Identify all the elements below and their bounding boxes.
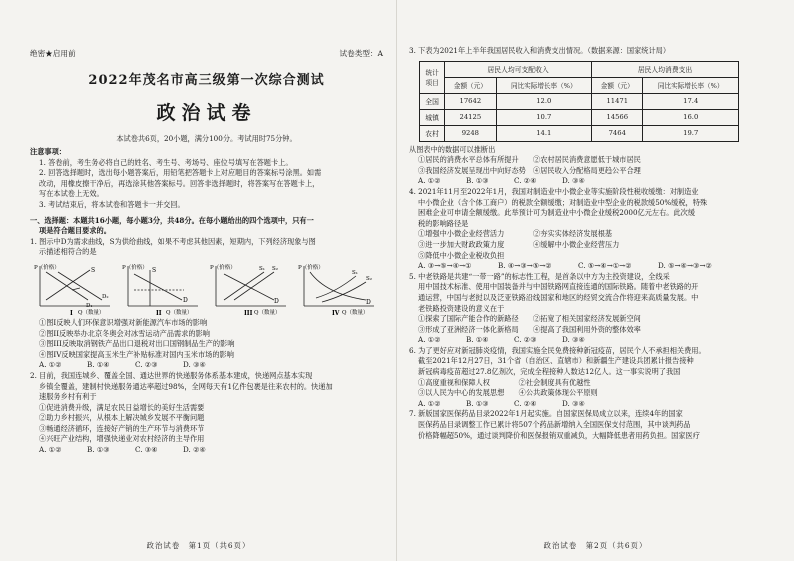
table-cell: 16.0 [643,109,739,125]
section-title: 一、选择题：本题共16小题，每小题3分，共48分。在每小题给出的四个选项中，只有一 [30,215,314,225]
choice-b: B. ①③ [466,398,489,408]
question-2-stem-cont: 速服务乡村有利于 [39,392,97,402]
choice-b: B. ④→③→⑤→② [498,261,552,271]
axis-p-label: P（价格） [34,264,60,271]
figure-4 [296,260,378,316]
header-line [30,48,383,59]
table-cell: 7464 [592,125,643,141]
question-2-stem: 2. 目前，我国连城乡、覆盖全国、通达世界的快递服务体系基本建成，快递网点基本实现 [30,370,313,380]
question-5-stem-cont: 用中国技术标准、使用中国装备并与中国铁路网直接连通的国际铁路。随着中老铁路的开 [418,282,699,292]
income-spending-table [419,61,739,142]
answer-choices [409,176,768,187]
curve-label: D [183,296,188,304]
notice-line: 3. 考试结束后，将本试卷和答题卡一并交回。 [39,199,185,209]
option-statement: ③我国经济发展呈现出中向好态势 ④居民收入分配格局更趋公平合理 [418,165,641,175]
paper-type-label: 试卷类型：A [339,49,383,58]
notice-line: 写在本试卷上无效。 [39,189,104,199]
choice-c: C. ②③ [135,360,158,370]
question-7-stem-cont: 价格降幅超50%，通过谈判降价和医保报销双重减负，大幅降低患者用药负担。国家医疗 [418,430,700,440]
option-statement: ②图II反映举办北京冬奥会对冰雪运动产品需求的影响 [39,328,210,338]
choice-d: D. ③④ [562,176,585,186]
table-row [420,93,739,109]
answer-choices [30,360,383,371]
spending-group-header: 居民人均消费支出 [592,61,739,77]
question-5-stem-cont: 老铁路投资建设的意义在于 [418,303,505,313]
question-2-stem-cont: 乡镇全覆盖，建制村快递服务通达率超过98%，全网每天有1亿件包裹是往来农村的。快递加 [39,381,333,391]
option-statement: ③进一步加大财政政策力度 ④缓解中小微企业经营压力 [418,239,620,249]
figure-2 [120,260,202,316]
axis-q-label: Q（数量） [254,309,281,316]
axis-q-label: Q（数量） [342,309,369,316]
row-label: 城镇 [420,109,445,125]
page-two [397,0,794,561]
column-header: 金额（元） [592,77,643,93]
choice-d: D. ⑤→④→③→② [658,261,712,271]
income-group-header: 居民人均可支配收入 [445,61,592,77]
option-statement: ⑤降低中小微企业税收负担 [418,250,505,260]
option-statement: ④兴旺产业结构，增强快递业对农村经济的主导作用 [39,434,205,444]
question-4-stem-cont: 中小微企业（含个体工商户）的税款全额缓缴；对制造业中型企业的税款缓50%缓税，特殊 [418,197,708,207]
subject-title: 政治试卷 [156,102,257,124]
option-statement: ①居民的消费水平总体有所提升 ②农村居民消费意愿低于城市居民 [418,155,641,165]
curve-label: S₂ [272,265,278,272]
table-cell: 17.4 [643,93,739,109]
option-statement: ③畅通经济循环，连接好产销的生产环节与消费环节 [39,423,205,433]
curve-label: S [91,266,96,274]
choice-c: C. ②④ [514,398,537,408]
table-cell: 12.0 [496,93,592,109]
question-3-prompt: 从图表中的数据可以推断出 [409,144,496,154]
choice-d: D. ③④ [562,398,585,408]
choice-d: D. ②④ [183,445,206,455]
option-statement: ③以人民为中心的发展思想 ④公共政策体现公平原则 [418,388,598,398]
column-header: 同比实际增长率（%） [496,77,592,93]
question-6-stem-cont: 新冠病毒疫苗超过27.8亿剂次，完成全程接种人数达12亿人。这一事实说明了我国 [418,367,681,377]
question-5-stem-cont: 通运营，中国与老挝以及泛亚铁路沿线国家和地区的经贸交流合作将迎来高质量发展。中 [418,292,699,302]
choice-c: C. ③④ [135,445,158,455]
question-1-stem-cont: 示描述相符合的是 [39,247,97,257]
notice-line: 改动，用橡皮擦干净后，再选涂其他答案标号。回答非选择题时，将答案写在答题卡上， [39,178,320,188]
table-cell: 24125 [445,109,496,125]
table-cell: 19.7 [643,125,739,141]
option-statement: ①探索了国际产能合作的新路径 ②拓宽了相关国家经济发展新空间 [418,314,641,324]
figure-1 [32,260,114,316]
axis-p-label: P（价格） [122,264,148,271]
page-footer: 政治试卷 第1页（共6页） [146,541,251,550]
choice-a: A. ①② [39,445,62,455]
choice-c: C. ②④ [514,176,537,186]
option-statement: ①图I反映人们环保意识增强对新能源汽车市场的影响 [39,317,208,327]
figure-label: III [244,309,253,316]
question-5-stem: 5. 中老铁路是共建“一带一路”的标志性工程，是首条以中方为主投资建设，全线采 [409,271,670,281]
option-statement: ①高度重视和保障人权 ②社会制度具有优越性 [418,377,591,387]
supply-demand-figures [32,260,383,316]
figure-label: I [70,309,73,316]
question-4-stem-cont: 困难企业可申请全额缓缴。此举预计可为制造业中小微企业缓税2000亿元左右。此次缓 [418,208,696,218]
answer-choices [409,261,768,272]
table-cell: 14.1 [496,125,592,141]
table-cell: 10.7 [496,109,592,125]
question-7-stem-cont: 医保药品目录调整工作已累计将507个药品新增纳入全国医保支付范围，其中谈判药品 [418,420,691,430]
question-6-stem: 6. 为了更好应对新冠肺炎疫情，我国实施全民免费接种新冠疫苗，居民个人不承担相关费用。 [409,345,706,355]
question-4-stem-cont: 税的影响路径是 [418,218,469,228]
choice-d: D. ③④ [183,360,206,370]
curve-label: S₁ [352,269,358,276]
axis-q-label: Q（数量） [166,309,193,316]
figure-label: II [156,309,162,316]
answer-choices [409,399,768,410]
answer-choices [30,445,383,456]
corner-top: 统计 [425,69,439,78]
corner-bottom: 项目 [425,79,439,88]
curve-label: S [152,266,157,274]
notice-title: 注意事项： [30,147,66,156]
choice-c: C. ②③ [514,335,537,345]
option-statement: ④图IV反映国家提高玉米生产补贴标准对国内玉米市场的影响 [39,349,234,359]
question-4-stem: 4. 2021年11月至2022年1月，我国对制造业中小微企业等实施阶段性税收缓缴：对制造业 [409,186,699,196]
curve-label: S₁ [259,265,265,272]
curve-label: D [366,298,371,306]
notice-line: 2. 回答选择题时，选出每小题答案后，用铅笔把答题卡上对应题目的答案标号涂黑。如需 [39,168,322,178]
option-statement: ②助力乡村振兴，从根本上解决城乡发展不平衡问题 [39,413,205,423]
row-label: 全国 [420,93,445,109]
choice-a: A. ①② [418,176,441,186]
choice-c: C. ⑤→④→①→② [578,261,632,271]
section-title-cont: 项是符合题目要求的。 [39,226,111,236]
choice-a: A. ③→⑤→④→① [418,261,472,271]
choice-a: A. ①② [418,335,441,345]
choice-b: B. ①③ [466,176,489,186]
table-row [420,109,739,125]
axis-p-label: P（价格） [298,264,324,271]
curve-label: D₂ [102,293,109,300]
option-statement: ①增强中小微企业经营活力 ②夯实实体经济发展根基 [418,229,613,239]
answer-choices [409,335,768,346]
table-cell: 9248 [445,125,496,141]
choice-b: B. ①④ [87,360,110,370]
question-7-stem: 7. 新版国家医保药品目录2022年1月起实施。自国家医保局成立以来，连续4年的国家 [409,409,683,419]
column-header: 金额（元） [445,77,496,93]
choice-a: A. ①② [418,398,441,408]
exam-title: 2022年茂名市高三级第一次综合测试 [88,73,325,88]
axis-q-label: Q（数量） [78,309,105,316]
figure-3 [208,260,290,316]
question-6-stem-cont: 截至2021年12月27日，31个省（自治区、直辖市）和新疆生产建设兵团累计报告接种 [418,356,694,366]
question-3-stem: 3. 下表为2021年上半年我国居民收入和消费支出情况。（数据来源：国家统计局） [409,46,671,55]
question-1-stem: 1. 图示中D为需求曲线，S为供给曲线，如果不考虑其他因素，短期内，下列经济现象与图 [30,236,316,246]
option-statement: ③形成了亚洲经济一体化新格局 ④提高了我国利用外资的整体效率 [418,324,641,334]
choice-a: A. ①② [39,360,62,370]
choice-d: D. ③④ [562,335,585,345]
option-statement: ③图III反映取消钢铁产品出口退税对出口国钢制品生产的影响 [39,339,235,349]
curve-label: D [274,297,279,305]
table-cell: 17642 [445,93,496,109]
curve-label: S₂ [366,275,372,282]
axis-p-label: P（价格） [210,264,236,271]
row-label: 农村 [420,125,445,141]
figure-label: IV [332,309,340,316]
curve-label: D₁ [86,302,93,309]
exam-intro: 本试卷共6页，20小题，满分100分。考试用时75分钟。 [116,134,297,143]
table-corner [420,61,445,93]
notice-line: 1. 答卷前，考生务必将自己的姓名、考生号、考场号、座位号填写在答题卡上。 [39,157,293,167]
option-statement: ①促进消费升级，满足农民日益增长的美好生活需要 [39,402,205,412]
choice-b: B. ①③ [87,445,110,455]
table-row [420,125,739,141]
choice-b: B. ①④ [466,335,489,345]
page-footer: 政治试卷 第2页（共6页） [543,541,648,550]
column-header: 同比实际增长率（%） [643,77,739,93]
secret-label: 绝密★启用前 [30,49,76,58]
table-cell: 11471 [592,93,643,109]
table-cell: 14566 [592,109,643,125]
